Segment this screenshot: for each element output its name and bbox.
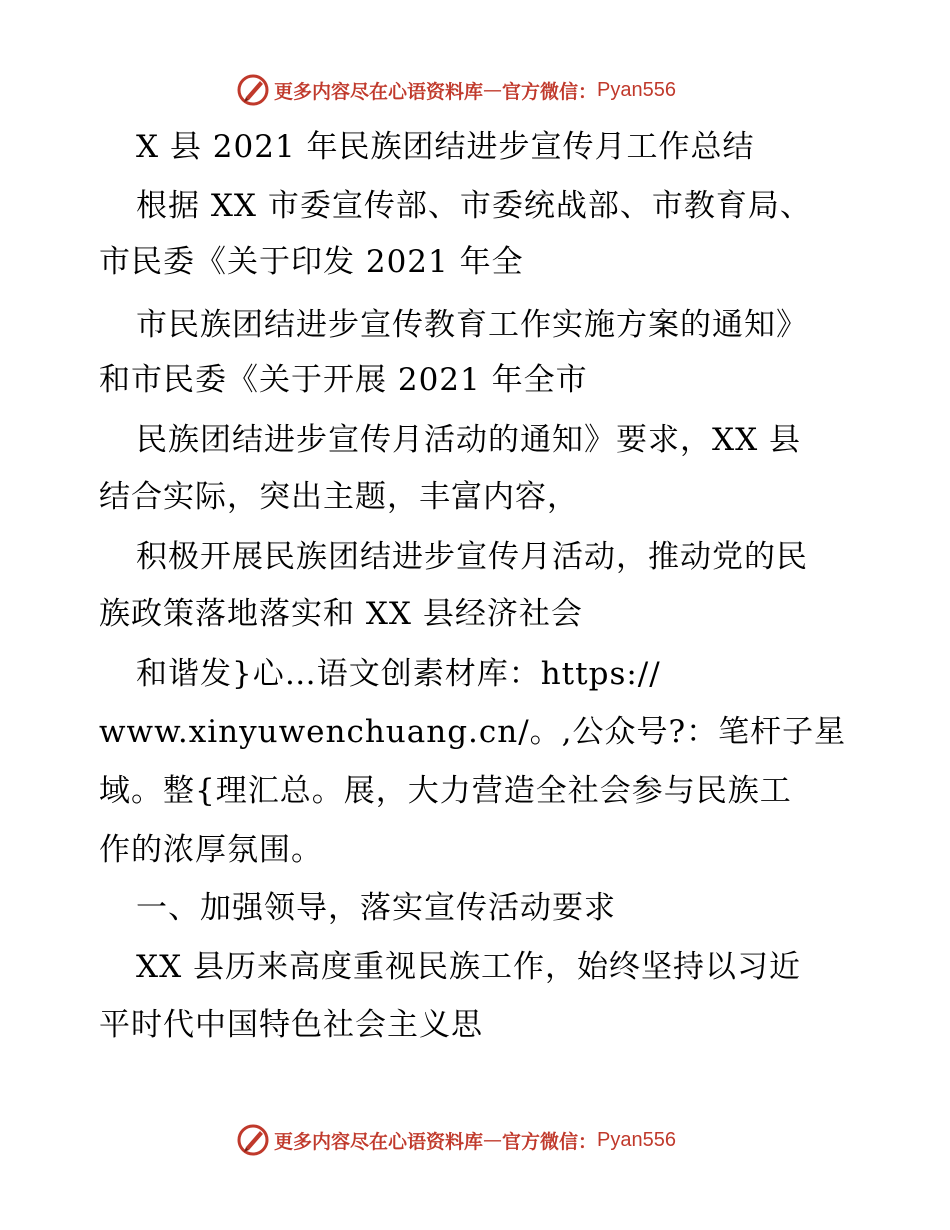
paragraph-line: 结合实际，突出主题，丰富内容， bbox=[99, 479, 579, 515]
banner-text: 更多内容尽在心语资料库 bbox=[274, 1130, 484, 1153]
paragraph-line: 作的浓厚氛围。 bbox=[99, 832, 323, 868]
banner-dash: — bbox=[483, 79, 503, 101]
paragraph-line: 积极开展民族团结进步宣传月活动，推动党的民 bbox=[136, 539, 808, 575]
paragraph-line: 和谐发}心…语文创素材库：https:// bbox=[136, 656, 661, 692]
paragraph-line: 族政策落地落实和 XX 县经济社会 bbox=[99, 596, 583, 632]
paragraph-line: 民族团结进步宣传月活动的通知》要求，XX 县 bbox=[136, 422, 801, 458]
paragraph-line: 根据 XX 市委宣传部、市委统战部、市教育局、 bbox=[136, 188, 812, 224]
paragraph-line: 市民族团结进步宣传教育工作实施方案的通知》 bbox=[136, 307, 808, 343]
document-title: X 县 2021 年民族团结进步宣传月工作总结 bbox=[136, 129, 755, 165]
footer-watermark bbox=[236, 1122, 676, 1158]
banner-label: 官方微信： bbox=[502, 80, 598, 103]
paragraph-line: 市民委《关于印发 2021 年全 bbox=[99, 244, 524, 280]
banner-text: 更多内容尽在心语资料库 bbox=[274, 80, 484, 103]
header-watermark bbox=[236, 72, 676, 108]
banner-wechat-id: Pyan556 bbox=[597, 78, 676, 101]
pen-logo-icon bbox=[236, 1123, 270, 1157]
pen-logo-icon bbox=[236, 73, 270, 107]
banner-label: 官方微信： bbox=[502, 1130, 598, 1153]
section-heading: 一、加强领导，落实宣传活动要求 bbox=[136, 890, 616, 926]
paragraph-line: 域。整{理汇总。展，大力营造全社会参与民族工 bbox=[99, 773, 792, 809]
paragraph-line: www.xinyuwenchuang.cn/。,公众号?：笔杆子星 bbox=[99, 714, 847, 750]
banner-dash: — bbox=[483, 1129, 503, 1151]
paragraph-line: 平时代中国特色社会主义思 bbox=[99, 1007, 483, 1043]
paragraph-line: 和市民委《关于开展 2021 年全市 bbox=[99, 362, 588, 398]
banner-wechat-id: Pyan556 bbox=[597, 1128, 676, 1151]
paragraph-line: XX 县历来高度重视民族工作，始终坚持以习近 bbox=[136, 949, 801, 985]
